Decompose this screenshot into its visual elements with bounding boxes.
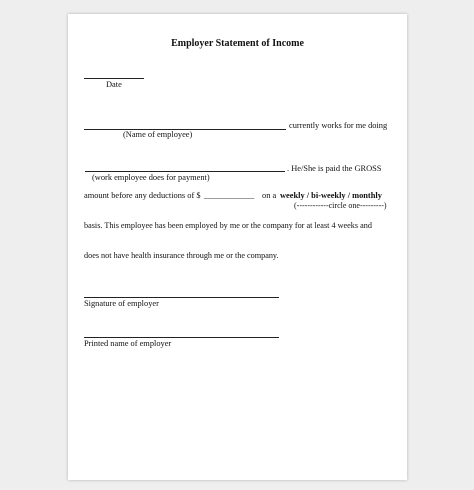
date-label: Date — [106, 80, 122, 89]
printed-name-line — [84, 337, 279, 338]
document-page — [68, 14, 407, 480]
work-description-caption: (work employee does for payment) — [92, 173, 210, 182]
works-for-me-text: currently works for me doing — [289, 121, 388, 130]
on-a-text: on a — [262, 191, 277, 200]
frequency-options: weekly / bi-weekly / monthly — [280, 191, 382, 200]
document-title: Employer Statement of Income — [171, 38, 304, 49]
circle-one-caption: (------------circle one---------) — [294, 201, 387, 210]
signature-label: Signature of employer — [84, 299, 159, 308]
signature-line — [84, 297, 279, 298]
amount-blank: ____________ — [204, 191, 255, 200]
basis-text: basis. This employee has been employed by me or the company for at least 4 weeks and — [84, 221, 372, 230]
amount-prefix-text: amount before any deductions of $ — [84, 191, 201, 200]
paid-gross-text: . He/She is paid the GROSS — [287, 164, 382, 173]
work-description-line — [85, 171, 285, 172]
insurance-text: does not have health insurance through me or the company. — [84, 251, 279, 260]
printed-name-label: Printed name of employer — [84, 339, 172, 348]
date-line — [84, 78, 144, 79]
employee-name-caption: (Name of employee) — [123, 130, 193, 139]
